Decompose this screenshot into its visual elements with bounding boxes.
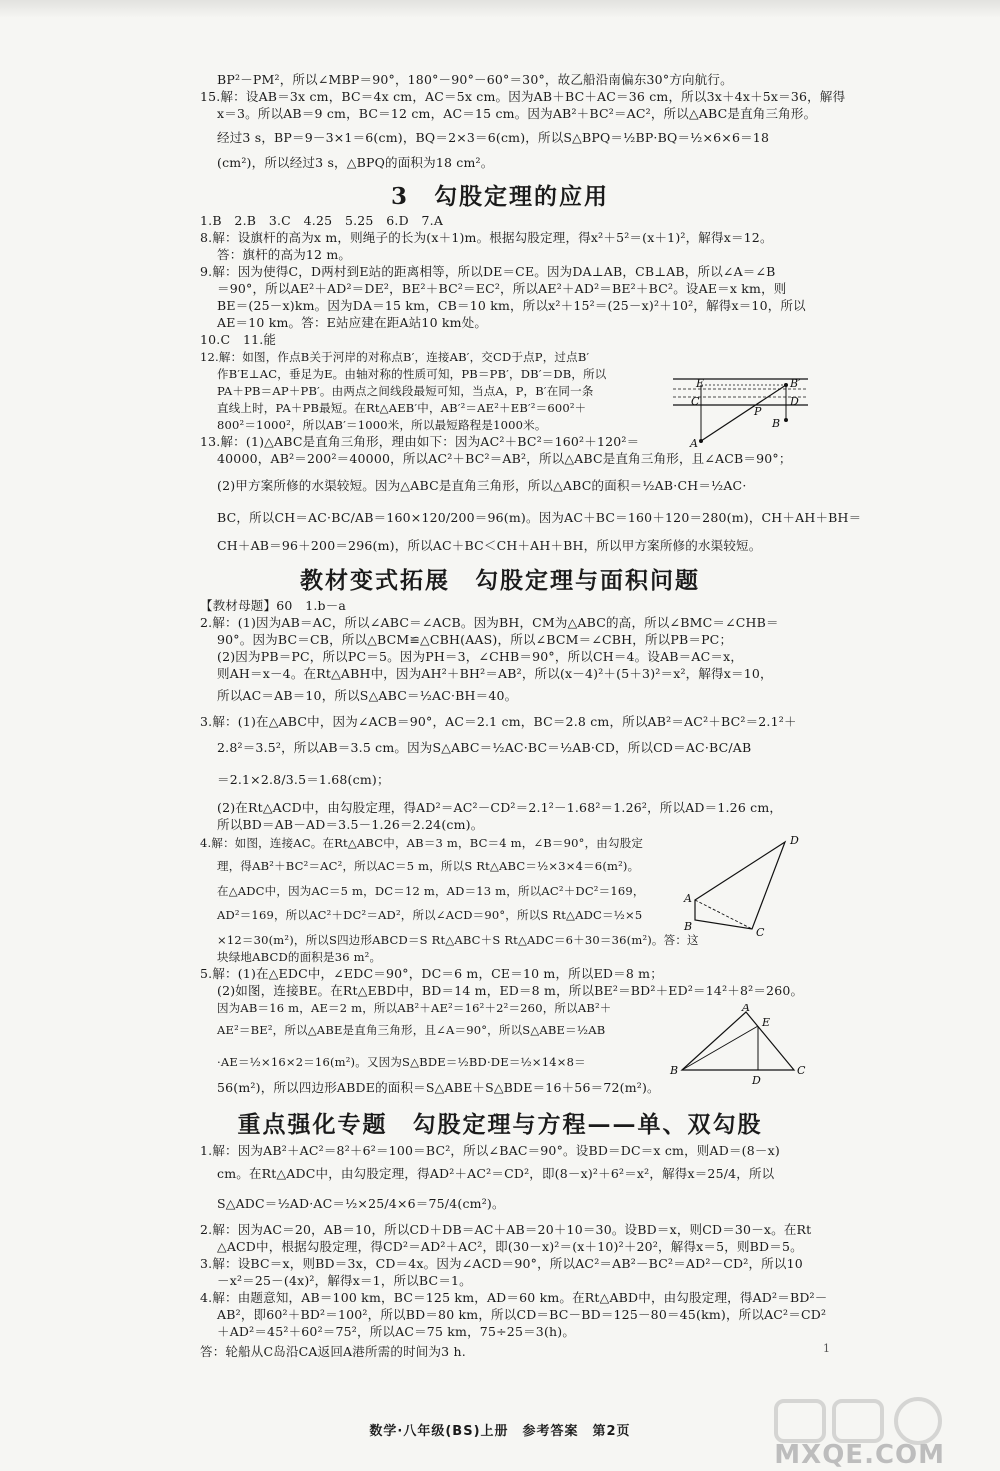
text-line: 则AH＝x－4。在Rt△ABH中，因为AH²＋BH²＝AB²，所以(x－4)²＋(5＋3)²＝x²，解得x＝10， xyxy=(217,666,773,681)
text-line: AE＝10 km。答：E站应建在距A站10 km处。 xyxy=(217,315,488,330)
text-line: 4.解：由题意知，AB＝100 km，BC＝125 km，AD＝60 km。在Rt△ABD中，由勾股定理，得AD²＝BD²－ xyxy=(200,1290,828,1305)
text-line: cm。在Rt△ADC中，由勾股定理，得AD²＋AC²＝CD²，即(8－x)²＋6²＝x²，解得x＝25/4，所以 xyxy=(217,1166,775,1181)
text-line: (2)如图，连接BE。在Rt△EBD中，BD＝14 m，ED＝8 m，所以BE²＝BD²＋ED²＝14²＋8²＝260。 xyxy=(217,983,804,998)
text-line: 3.解：设BC＝x，则BD＝3x，CD＝4x。因为∠ACD＝90°，所以AC²＝AB²－BC²＝AD²－CD²，所以10 xyxy=(200,1256,803,1271)
fig12-label-a: A xyxy=(690,437,698,450)
text-line: 1.B 2.B 3.C 4.25 5.25 6.D 7.A xyxy=(200,213,444,228)
text-line: PA＋PB＝AP＋PB′。由两点之间线段最短可知，当点A，P，B′在同一条 xyxy=(217,384,594,398)
fig5-label-d: D xyxy=(752,1074,761,1087)
text-line: CH＋AB＝96＋200＝296(m)，所以AC＋BC＜CH＋AH＋BH，所以甲方案所修的水渠较短。 xyxy=(217,538,762,553)
fig4-label-d: D xyxy=(790,834,799,847)
text-line: BE＝(25－x)km。因为DA＝15 km，CB＝10 km，所以x²＋15²＝(25－x)²＋10²，解得x＝10，所以 xyxy=(217,298,806,313)
text-line: 所以AC＝AB＝10，所以S△ABC＝½AC·BH＝40。 xyxy=(217,688,518,703)
text-line: 理，得AB²＋BC²＝AC²，所以AC＝5 m，所以S Rt△ABC＝½×3×4＝6(m²)。 xyxy=(217,859,640,873)
text-line: 作B′E⊥AC，垂足为E。由轴对称的性质可知，PB＝PB′，DB′＝DB，所以 xyxy=(217,367,607,381)
text-line: ＝2.1×2.8/3.5＝1.68(cm)； xyxy=(217,772,390,787)
text-line: 8.解：设旗杆的高为x m，则绳子的长为(x＋1)m。根据勾股定理，得x²＋5²＝(x＋1)²，解得x＝12。 xyxy=(200,230,773,245)
text-line: 答：轮船从C岛沿CA返回A港所需的时间为3 h. xyxy=(200,1344,466,1359)
text-line: 2.解：因为AC＝20，AB＝10，所以CD＋DB＝AC＋AB＝20＋10＝30。设BD＝x，则CD＝30－x。在Rt xyxy=(200,1222,812,1237)
text-line: 13.解：(1)△ABC是直角三角形，理由如下：因为AC²＋BC²＝160²＋120²＝ xyxy=(200,434,640,449)
text-line: 2.解：(1)因为AB＝AC，所以∠ABC＝∠ACB。因为BH，CM为△ABC的高，所以∠BMC＝∠CHB＝ xyxy=(200,615,779,630)
text-line: ＝90°，所以AE²＋AD²＝DE²，BE²＋BC²＝EC²，所以AE²＋AD²＝BE²＋BC²。设AE＝x km，则 xyxy=(217,281,787,296)
text-line: AE²＝BE²，所以△ABE是直角三角形，且∠A＝90°，所以S△ABE＝½AB xyxy=(217,1023,606,1037)
text-line: AD²＝169，所以AC²＋DC²＝AD²，所以∠ACD＝90°，所以S Rt△ADC＝½×5 xyxy=(217,908,643,922)
text-line: AB²，即60²＋BD²＝100²，所以BD＝80 km，所以CD＝BC－BD＝125－80＝45(km)，所以AC²＝CD² xyxy=(217,1307,827,1322)
fig5-label-c: C xyxy=(797,1064,806,1077)
text-line: ·AE＝½×16×2＝16(m²)。又因为S△BDE＝½BD·DE＝½×14×8＝ xyxy=(217,1055,586,1069)
text-line: 【教材母题】60 1.b－a xyxy=(200,598,347,613)
text-line: BC，所以CH＝AC·BC/AB＝160×120/200＝96(m)。因为AC＋BC＝160＋120＝280(m)，CH＋AH＋BH＝ xyxy=(217,510,862,525)
text-line: (2)甲方案所修的水渠较短。因为△ABC是直角三角形，所以△ABC的面积＝½AB·CH＝½AC· xyxy=(217,478,747,493)
watermark-text: MXQE.COM xyxy=(774,1440,945,1470)
fig5-label-a: A xyxy=(742,1004,750,1014)
text-line: 2.8²＝3.5²，所以AB＝3.5 cm。因为S△ABC＝½AC·BC＝½AB·CD，所以CD＝AC·BC/AB xyxy=(217,740,752,755)
text-line: BP²－PM²，所以∠MBP＝90°，180°－90°－60°＝30°，故乙船沿南偏东30°方向航行。 xyxy=(217,72,733,87)
fig12-label-bprime: B′ xyxy=(790,377,801,390)
figure-q5 xyxy=(666,1004,812,1088)
text-line: 经过3 s，BP＝9－3×1＝6(cm)，BQ＝2×3＝6(cm)，所以S△BPQ＝½BP·BQ＝½×6×6＝18 xyxy=(217,130,770,145)
text-line: (2)因为PB＝PC，所以PC＝5。因为PH＝3，∠CHB＝90°，所以CH＝4。设AB＝AC＝x， xyxy=(217,649,744,664)
text-line: 所以BD＝AB－AD＝3.5－1.26＝2.24(cm)。 xyxy=(217,817,484,832)
section-title: 重点强化专题 勾股定理与方程——单、双勾股 xyxy=(237,1111,763,1138)
text-line: 直线上时，PA＋PB最短。在Rt△AEB′中，AB′²＝AE²＋EB′²＝600²＋ xyxy=(217,401,587,415)
text-line: S△ADC＝½AD·AC＝½×25/4×6＝75/4(cm²)。 xyxy=(217,1196,505,1211)
fig12-label-b: B xyxy=(772,417,781,430)
text-line: 15.解：设AB＝3x cm，BC＝4x cm，AC＝5x cm。因为AB＋BC＋AC＝36 cm，所以3x＋4x＋5x＝36，解得 xyxy=(200,89,846,104)
text-line: 56(m²)，所以四边形ABDE的面积＝S△ABE＋S△BDE＝16＋56＝72(m²)。 xyxy=(217,1080,660,1095)
text-line: ×12＝30(m²)，所以S四边形ABCD＝S Rt△ABC＋S Rt△ADC＝6＋30＝36(m²)。答：这 xyxy=(217,933,699,947)
text-line: 12.解：如图，作点B关于河岸的对称点B′，连接AB′，交CD于点P，过点B′ xyxy=(200,350,590,364)
text-line: x＝3。所以AB＝9 cm，BC＝12 cm，AC＝15 cm。因为AB²＋BC²＝AC²，所以△ABC是直角三角形。 xyxy=(217,106,817,121)
fig4-label-a: A xyxy=(684,892,692,905)
fig12-label-e: E xyxy=(696,377,705,390)
text-line: －x²＝25－(4x)²，解得x＝1，所以BC＝1。 xyxy=(217,1273,472,1288)
text-line: 答：旗杆的高为12 m。 xyxy=(217,247,352,262)
text-line: 9.解：因为使得C，D两村到E站的距离相等，所以DE＝CE。因为DA⊥AB，CB⊥AB，所以∠A＝∠B xyxy=(200,264,776,279)
text-line: 5.解：(1)在△EDC中，∠EDC＝90°，DC＝6 m，CE＝10 m，所以ED＝8 m； xyxy=(200,966,663,981)
scan-shadow xyxy=(0,0,1000,18)
text-line: 4.解：如图，连接AC。在Rt△ABC中，AB＝3 m，BC＝4 m，∠B＝90°，由勾股定 xyxy=(200,836,644,850)
text-line: △ACD中，根据勾股定理，得CD²＝AD²＋AC²，即(30－x)²＝(x＋10)²＋20²，解得x＝5，则BD＝5。 xyxy=(217,1239,803,1254)
fig4-label-c: C xyxy=(756,926,765,938)
figure-q4 xyxy=(680,832,805,938)
text-line: (cm²)，所以经过3 s，△BPQ的面积为18 cm²。 xyxy=(217,155,494,170)
fig5-label-b: B xyxy=(670,1064,679,1077)
text-line: 40000，AB²＝200²＝40000，所以AC²＋BC²＝AB²，所以△ABC是直角三角形，且∠ACB＝90°； xyxy=(217,451,792,466)
fig5-label-e: E xyxy=(762,1016,771,1029)
section-title: 3 勾股定理的应用 xyxy=(390,183,609,210)
text-line: 1.解：因为AB²＋AC²＝8²＋6²＝100＝BC²，所以∠BAC＝90°。设BD＝DC＝x cm，则AD＝(8－x) xyxy=(200,1143,780,1158)
text-line: 10.C 11.能 xyxy=(200,332,277,347)
text-line: 800²＝1000²，所以AB′＝1000米，所以最短路程是1000米。 xyxy=(217,418,547,432)
text-line: 块绿地ABCD的面积是36 m²。 xyxy=(217,950,382,964)
fig12-label-p: P xyxy=(754,405,762,418)
text-line: ＋AD²＝45²＋60²＝75²，所以AC＝75 km，75÷25＝3(h)。 xyxy=(217,1324,576,1339)
fig12-label-c: C xyxy=(691,395,700,408)
text-line: 在△ADC中，因为AC＝5 m，DC＝12 m，AD＝13 m，所以AC²＋DC²＝169， xyxy=(217,884,645,898)
figure-q12 xyxy=(668,375,810,455)
margin-mark: 1 xyxy=(823,1342,830,1355)
text-line: 3.解：(1)在△ABC中，因为∠ACB＝90°，AC＝2.1 cm，BC＝2.8 cm，所以AB²＝AC²＋BC²＝2.1²＋ xyxy=(200,714,797,729)
page-footer: 数学·八年级(BS)上册 参考答案 第2页 xyxy=(369,1424,631,1439)
text-line: 90°。因为BC＝CB，所以△BCM≌△CBH(AAS)，所以∠BCM＝∠CBH，所以PB＝PC； xyxy=(217,632,733,647)
fig12-label-d: D xyxy=(790,395,799,408)
fig4-label-b: B xyxy=(684,920,693,933)
text-line: (2)在Rt△ACD中，由勾股定理，得AD²＝AC²－CD²＝2.1²－1.68²＝1.26²，所以AD＝1.26 cm， xyxy=(217,800,783,815)
text-line: 因为AB＝16 m，AE＝2 m，所以AB²＋AE²＝16²＋2²＝260，所以AB²＋ xyxy=(217,1001,612,1015)
section-title: 教材变式拓展 勾股定理与面积问题 xyxy=(300,567,700,594)
